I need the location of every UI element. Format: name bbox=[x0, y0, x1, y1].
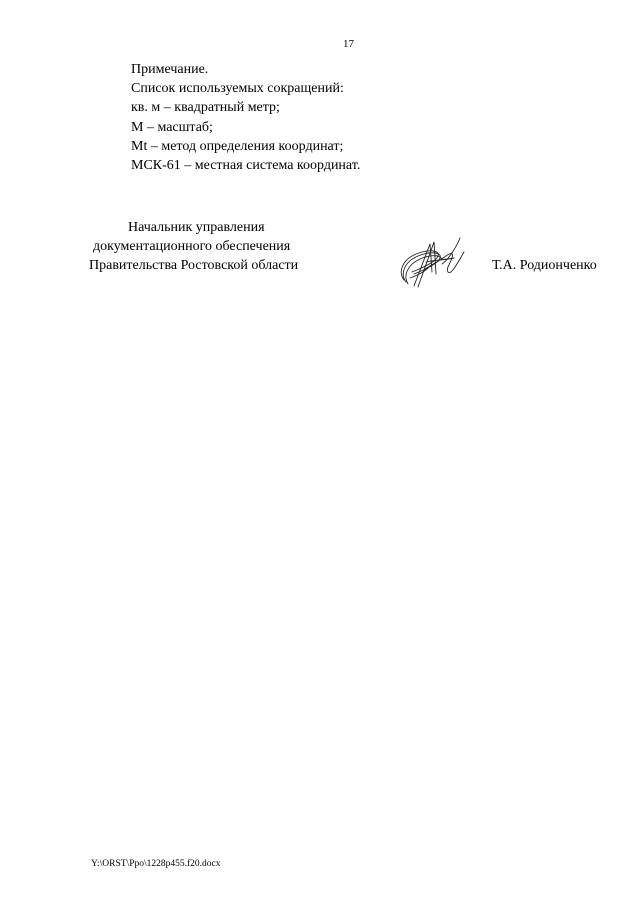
abbreviations-note bbox=[131, 60, 360, 175]
abbreviations-list-title: Список используемых сокращений: bbox=[131, 81, 344, 97]
signer-position-line: Начальник управления bbox=[128, 220, 265, 235]
abbreviation-item: кв. м – квадратный метр; bbox=[131, 100, 280, 116]
signer-name: Т.А. Родионченко bbox=[492, 258, 597, 273]
file-path: Y:\ORST\Ppo\1228p455.f20.docx bbox=[91, 859, 221, 869]
abbreviation-item: Mt – метод определения координат; bbox=[131, 138, 344, 154]
handwritten-signature bbox=[394, 232, 474, 292]
abbreviation-item: МСК-61 – местная система координат. bbox=[131, 158, 361, 174]
note-heading: Примечание. bbox=[131, 62, 209, 77]
abbreviation-item: М – масштаб; bbox=[131, 119, 213, 135]
signer-position-line: документационного обеспечения bbox=[93, 239, 291, 254]
page-number: 17 bbox=[343, 38, 354, 50]
signer-position-line: Правительства Ростовской области bbox=[89, 258, 299, 273]
